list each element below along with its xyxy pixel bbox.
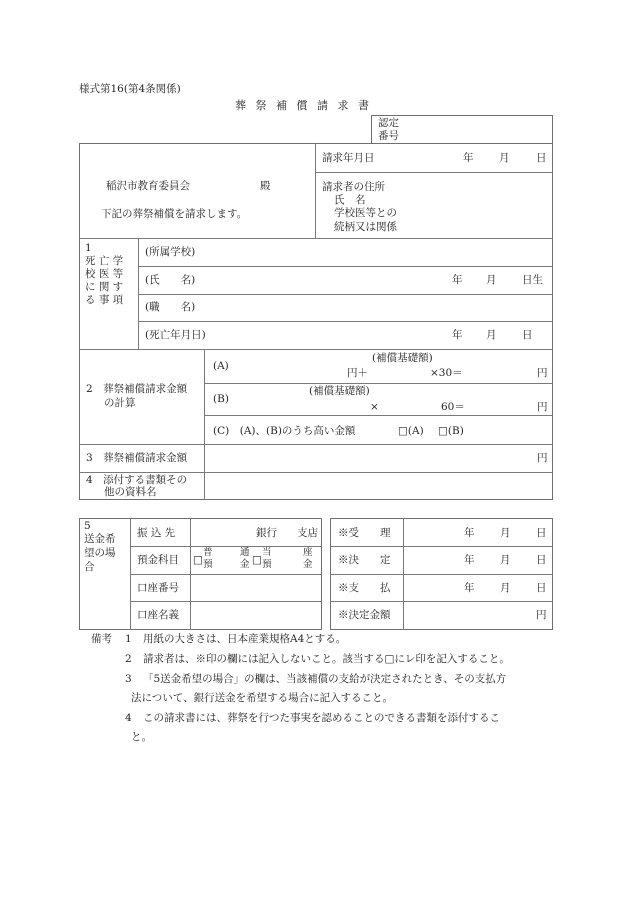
relationship-label-1: 学校医等との — [334, 207, 397, 219]
divider — [79, 472, 553, 473]
section4-label: 4 添付する書類その — [86, 474, 188, 486]
divider — [138, 266, 553, 267]
note-number: 1 — [125, 633, 132, 645]
section5-label: 送金希 — [84, 533, 116, 545]
school-label: (所属学校) — [145, 246, 196, 258]
divider — [130, 574, 322, 575]
note-text-cont: 法について、銀行送金を希望する場合に記入すること。 — [131, 692, 394, 704]
received-day: 日 — [536, 527, 547, 539]
note-text: 「5送金希望の場合」の欄は、当該補償の支給が決定されたとき、その支払方 — [143, 673, 507, 685]
row-a-yen-plus[interactable]: 円＋ — [347, 367, 368, 379]
decided-amount-label: ※決定金額 — [338, 609, 391, 621]
section4-label: 他の資料名 — [104, 486, 157, 498]
note-text: 請求者は、※印の欄には記入しないこと。該当する□にレ印を記入すること。 — [143, 653, 510, 665]
decided-day: 日 — [536, 554, 547, 566]
decided-amount-yen: 円 — [536, 609, 547, 621]
birth-day[interactable]: 日生 — [522, 274, 543, 286]
current-char: 座 — [303, 547, 313, 558]
form-number: 様式第16(第4条関係) — [79, 83, 181, 95]
request-day[interactable]: 日 — [536, 152, 547, 164]
transfer-label: 振 込 先 — [137, 527, 176, 539]
current-char: 金 — [303, 559, 313, 570]
ordinary-char: 金 — [240, 559, 250, 570]
option-a-checkbox[interactable]: □(A) — [398, 425, 424, 437]
divider — [330, 601, 553, 602]
section1-label: に 関 す — [85, 281, 124, 293]
death-month[interactable]: 月 — [486, 329, 497, 341]
claimant-name-label: 氏 名 — [334, 194, 366, 206]
current-char: 預 — [262, 559, 272, 570]
section3-label: 3 葬祭補償請求金額 — [86, 452, 188, 464]
section1-number: 1 — [85, 242, 92, 254]
birth-month[interactable]: 月 — [486, 274, 497, 286]
decided-label: ※決 定 — [338, 554, 391, 566]
section2-label: 2 葬祭補償請求金額 — [86, 383, 188, 395]
request-year[interactable]: 年 — [463, 152, 474, 164]
divider — [130, 546, 322, 547]
section1-label: 死 亡 学 — [85, 255, 124, 267]
section1-label: る 事 項 — [85, 294, 124, 306]
bank-field[interactable]: 銀行 — [256, 527, 277, 539]
divider — [204, 383, 553, 384]
request-month[interactable]: 月 — [499, 152, 510, 164]
row-b-tag: (B) — [213, 393, 229, 405]
paid-day: 日 — [536, 582, 547, 594]
divider — [315, 172, 553, 173]
death-day[interactable]: 日 — [522, 329, 533, 341]
option-b-checkbox[interactable]: □(B) — [438, 425, 464, 437]
ordinary-char: 普 — [203, 547, 213, 558]
divider — [79, 444, 553, 445]
section5-number: 5 — [84, 520, 91, 532]
ordinary-char: 預 — [203, 559, 213, 570]
row-b-times60[interactable]: 60＝ — [441, 401, 465, 413]
request-text: 下記の葬祭補償を請求します。 — [101, 208, 248, 220]
decided-month: 月 — [500, 554, 511, 566]
paid-label: ※支 払 — [338, 582, 391, 594]
request-date-label: 請求年月日 — [322, 152, 375, 164]
relationship-label-2: 続柄又は関係 — [334, 221, 397, 233]
divider — [315, 143, 316, 238]
received-label: ※受 理 — [338, 527, 391, 539]
note-number: 2 — [125, 653, 132, 665]
received-year: 年 — [464, 527, 475, 539]
decided-year: 年 — [464, 554, 475, 566]
approval-label-line1: 認定 — [378, 117, 399, 129]
ordinary-char: 通 — [240, 547, 250, 558]
addressee: 稲沢市教育委員会 — [106, 180, 190, 192]
row-b-times[interactable]: × — [370, 401, 379, 413]
divider — [138, 321, 553, 322]
current-char: 当 — [262, 547, 272, 558]
row-b-yen[interactable]: 円 — [537, 401, 548, 413]
birth-year[interactable]: 年 — [452, 274, 463, 286]
paid-year: 年 — [464, 582, 475, 594]
divider — [204, 349, 205, 500]
divider — [138, 294, 553, 295]
section3-yen[interactable]: 円 — [537, 452, 548, 464]
divider — [130, 601, 322, 602]
note-text: 用紙の大きさは、日本産業規格A4とする。 — [143, 633, 347, 645]
section1-label: 校 医 等 — [85, 268, 124, 280]
notes-heading: 備考 — [91, 633, 112, 645]
note-number: 4 — [125, 712, 132, 724]
section5-label: 望の場 — [84, 547, 116, 559]
job-title-label: (職 名) — [145, 301, 196, 313]
row-c-text: (C) (A)、(B)のうち高い金額 — [213, 425, 356, 437]
divider — [330, 574, 553, 575]
section2-label: の計算 — [104, 397, 136, 409]
received-month: 月 — [500, 527, 511, 539]
account-number-label: 口座番号 — [137, 582, 179, 594]
row-a-times30[interactable]: ×30＝ — [430, 367, 463, 379]
account-type-label: 預金科目 — [137, 554, 179, 566]
row-b-base-label: (補償基礎額) — [309, 385, 370, 397]
death-date-label: (死亡年月日) — [145, 329, 206, 341]
note-text: この請求書には、葬祭を行つた事実を認めることのできる書類を添付するこ — [143, 712, 500, 724]
row-a-base-label: (補償基礎額) — [372, 352, 433, 364]
claimant-address-label: 請求者の住所 — [322, 181, 385, 193]
divider — [79, 238, 553, 239]
form-title: 葬 祭 補 償 請 求 書 — [235, 99, 372, 112]
row-a-tag: (A) — [213, 360, 229, 372]
row-a-yen[interactable]: 円 — [537, 367, 548, 379]
deceased-name-label: (氏 名) — [145, 274, 196, 286]
divider — [204, 415, 553, 416]
account-name-label: 口座名義 — [137, 609, 179, 621]
approval-label-line2: 番号 — [378, 130, 399, 142]
note-number: 3 — [125, 673, 132, 685]
note-text-cont: と。 — [131, 731, 152, 743]
paid-month: 月 — [500, 582, 511, 594]
current-checkbox[interactable]: □ — [252, 554, 262, 566]
ordinary-checkbox[interactable]: □ — [193, 554, 203, 566]
death-year[interactable]: 年 — [452, 329, 463, 341]
branch-field[interactable]: 支店 — [297, 527, 318, 539]
section5-label: 合 — [84, 561, 95, 573]
divider — [330, 546, 553, 547]
divider — [79, 349, 553, 350]
honorific: 殿 — [260, 180, 271, 192]
